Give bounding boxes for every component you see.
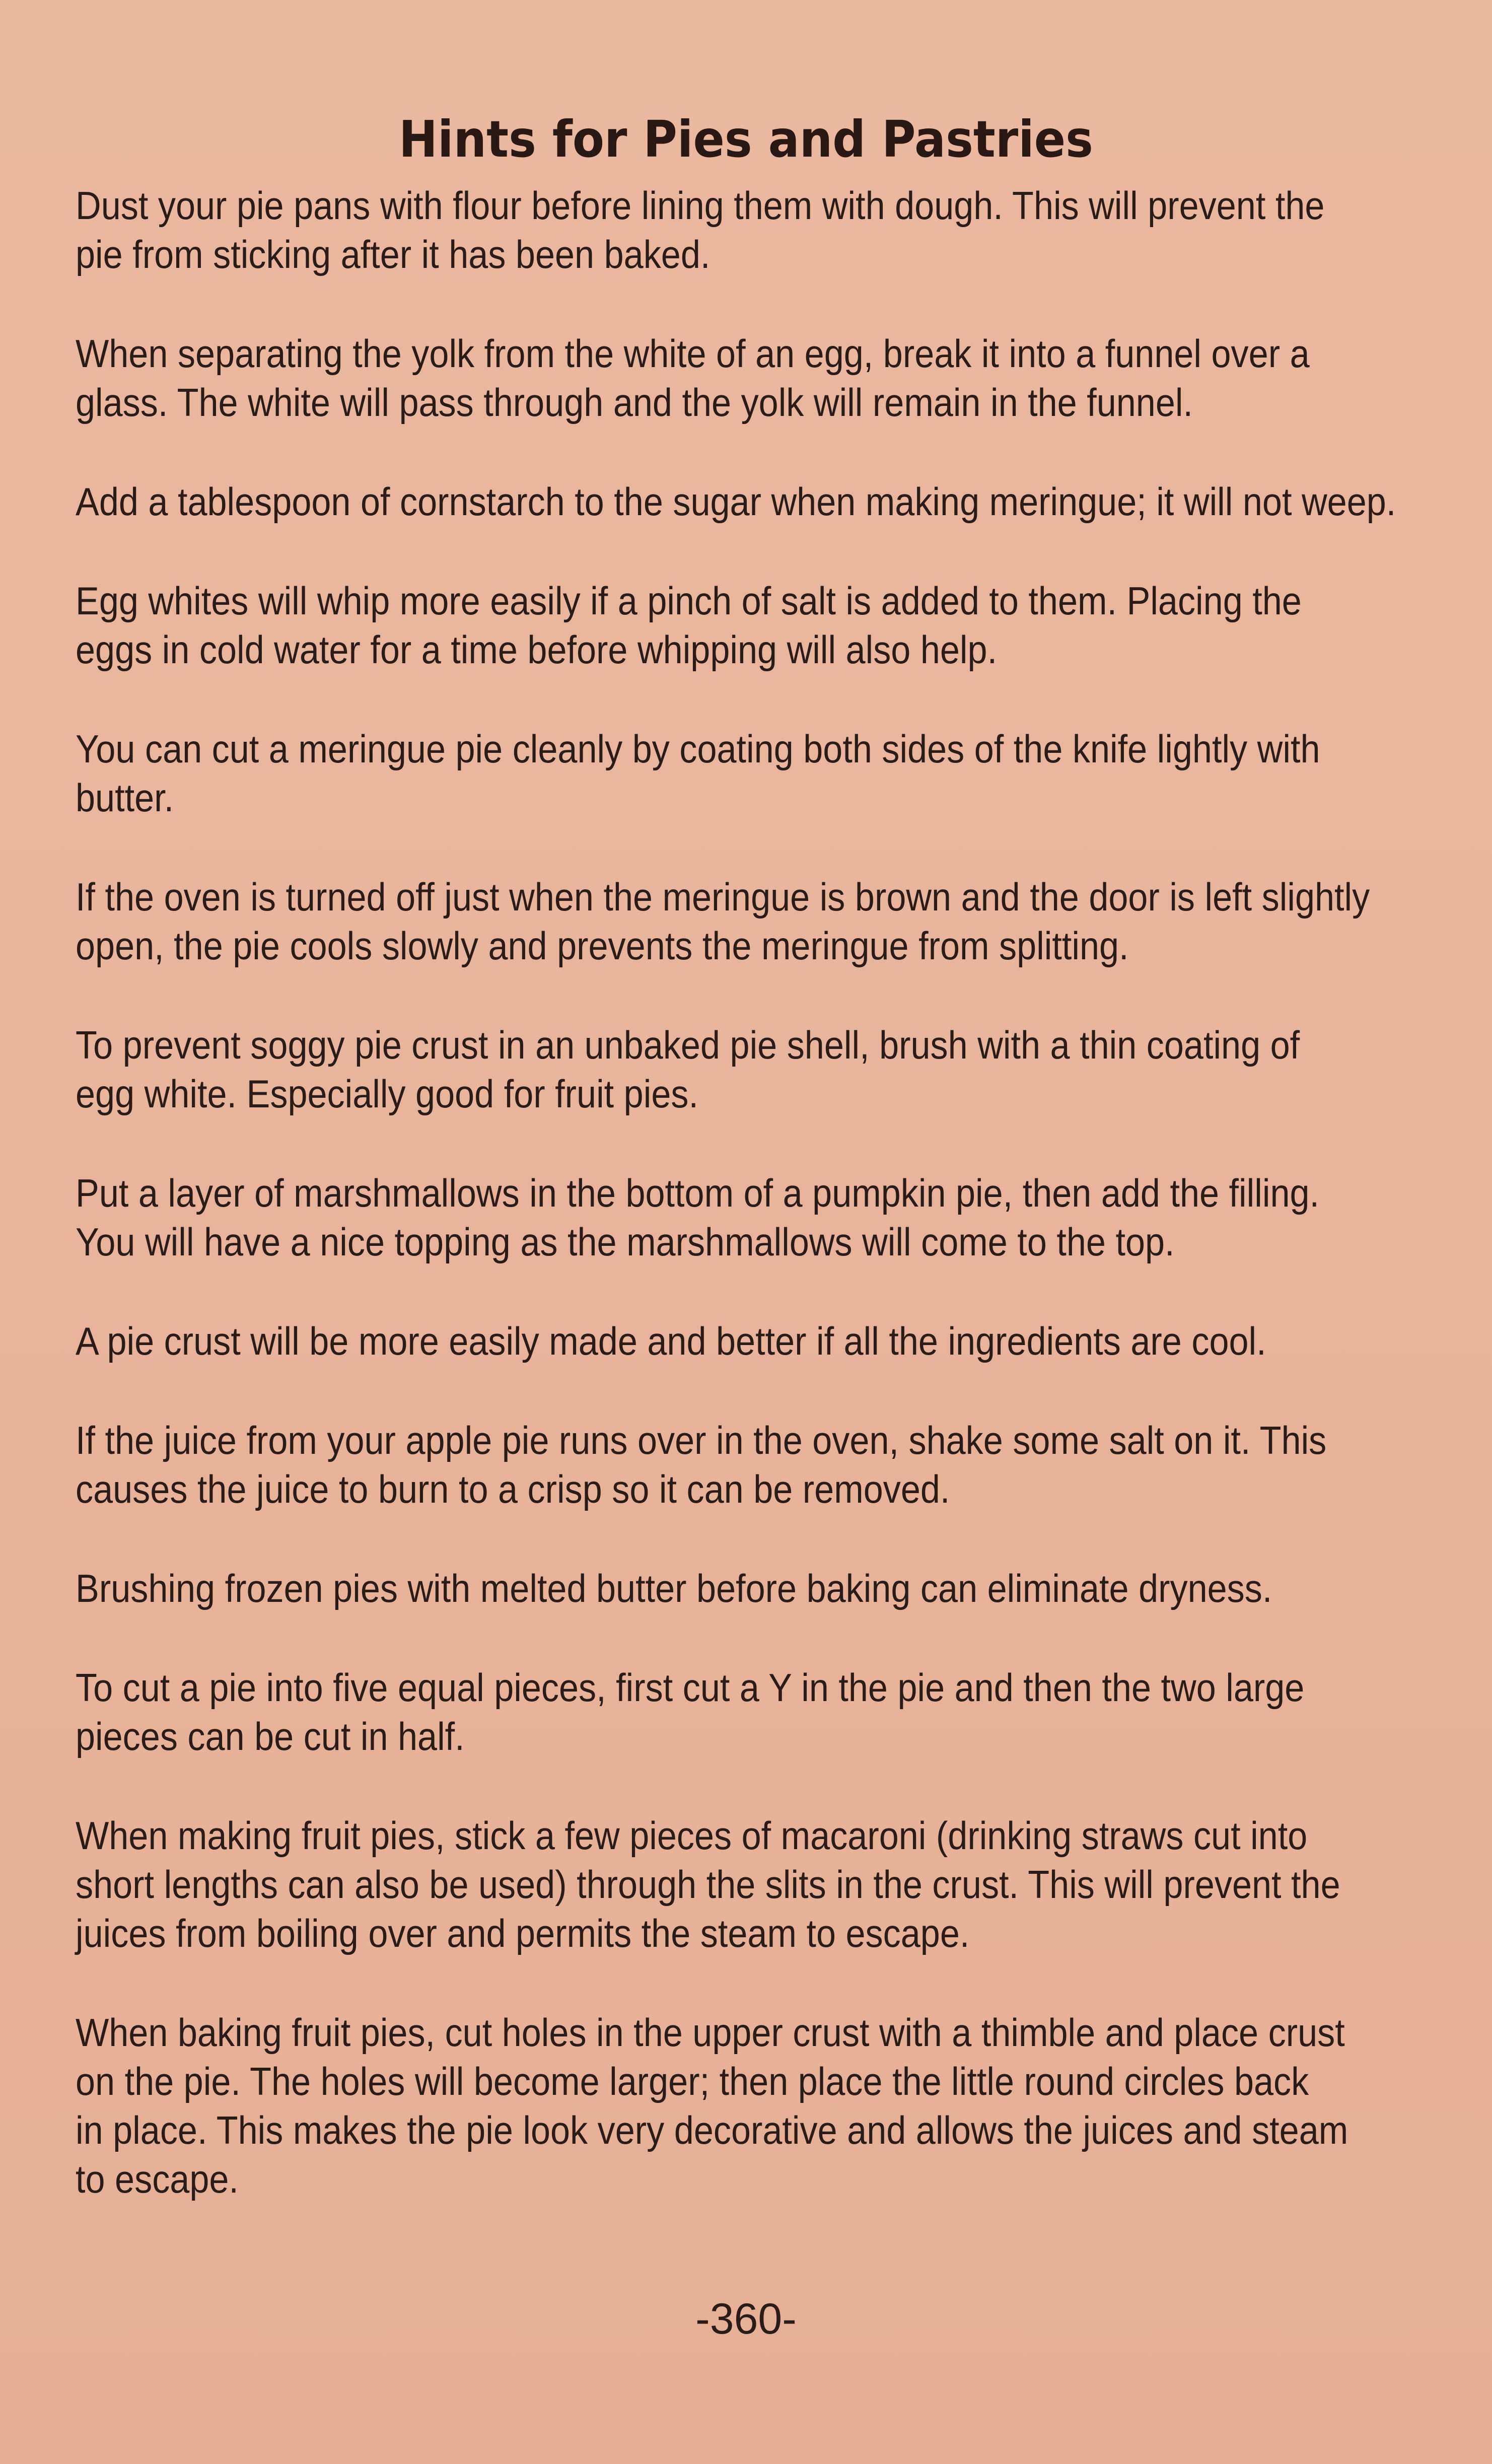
hint-paragraph: To prevent soggy pie crust in an unbaked pie shell, brush with a thin coating of egg white. Especially good for fruit pies. bbox=[76, 1023, 1300, 1116]
hint-paragraph: You can cut a meringue pie cleanly by coating both sides of the knife lightly with butter. bbox=[76, 727, 1320, 820]
hint-paragraph: Dust your pie pans with flour before lining them with dough. This will prevent the pie from sticking after it has been baked. bbox=[76, 183, 1325, 276]
hint-paragraph: When making fruit pies, stick a few pieces of macaroni (drinking straws cut into short lengths can also be used) through the slits in the crust. This will prevent the juices from boiling over and permits the steam to escape. bbox=[76, 1813, 1340, 1955]
hint-paragraph: Egg whites will whip more easily if a pinch of salt is added to them. Placing the eggs in cold water for a time before whipping will also help. bbox=[76, 579, 1302, 672]
page-number: -360- bbox=[695, 2295, 797, 2343]
hint-paragraph: Brushing frozen pies with melted butter before baking can eliminate dryness. bbox=[76, 1566, 1272, 1610]
hint-paragraph: When baking fruit pies, cut holes in the upper crust with a thimble and place crust on the pie. The holes will become larger; then place the little round circles back in place. This makes the pie look very decorative and allows the juices and steam to escape. bbox=[76, 2010, 1348, 2201]
hint-paragraph: A pie crust will be more easily made and better if all the ingredients are cool. bbox=[76, 1319, 1266, 1363]
hint-paragraph: To cut a pie into five equal pieces, first cut a Y in the pie and then the two large pieces can be cut in half. bbox=[76, 1665, 1305, 1758]
hint-paragraph: When separating the yolk from the white of an egg, break it into a funnel over a glass. The white will pass through and the yolk will remain in the funnel. bbox=[76, 331, 1310, 425]
hint-paragraph: If the juice from your apple pie runs over in the oven, shake some salt on it. This causes the juice to burn to a crisp so it can be removed. bbox=[76, 1418, 1327, 1511]
hint-paragraph: Put a layer of marshmallows in the bottom of a pumpkin pie, then add the filling. You will have a nice topping as the marshmallows will come to the top. bbox=[76, 1171, 1320, 1264]
hint-paragraph: Add a tablespoon of cornstarch to the sugar when making meringue; it will not weep. bbox=[76, 479, 1396, 524]
hint-paragraph: If the oven is turned off just when the meringue is brown and the door is left slightly open, the pie cools slowly and prevents the meringue from splitting. bbox=[76, 875, 1370, 968]
hints-list bbox=[76, 181, 1435, 2254]
page-title: Hints for Pies and Pastries bbox=[399, 110, 1093, 169]
